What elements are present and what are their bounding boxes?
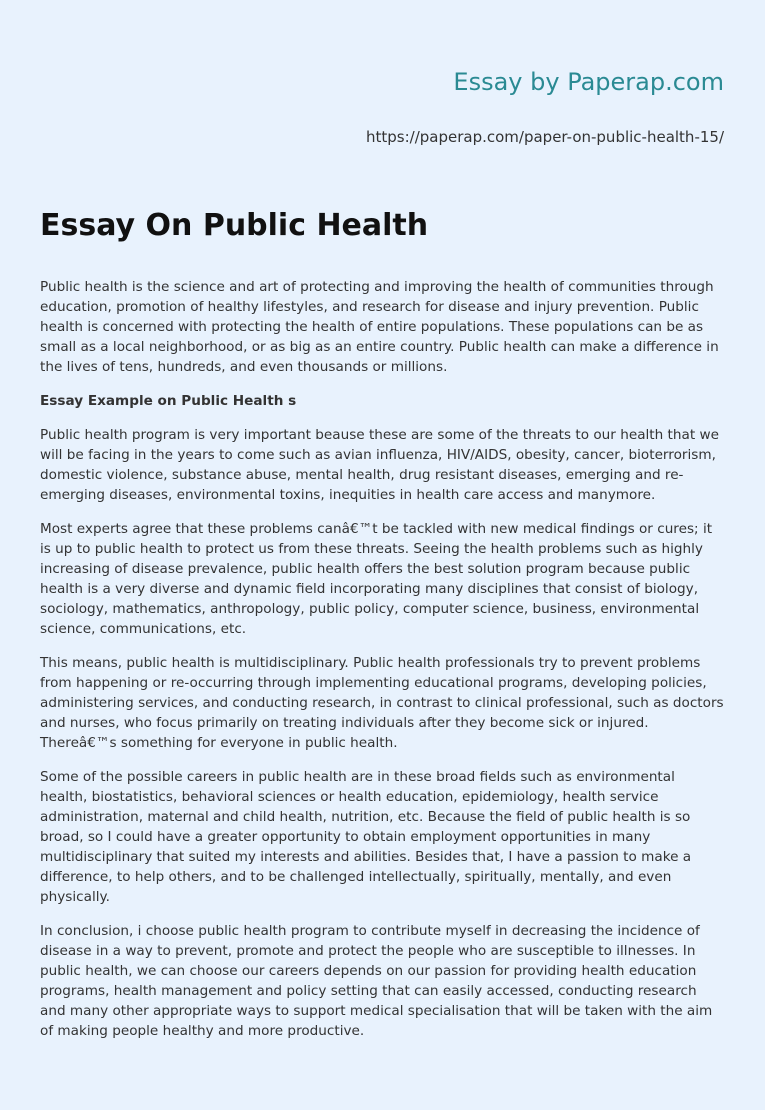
source-url[interactable]: https://paperap.com/paper-on-public-health-15/ [365,128,724,146]
paragraph-careers: Some of the possible careers in public health are in these broad fields such as environmental health, biostatistics, behavioral sciences or health education, epidemiology, health service administration, maternal and child health, nutrition, etc. Because the field of public health is so broad, so I could have a greater opportunity to obtain employment opportunities in many multidisciplinary that suited my interests and abilities. Besides that, I have a passion to make a difference, to help others, and to be challenged intellectually, spiritually, mentally, and even physically. [40,769,692,905]
paragraph-threats: Public health program is very important beause these are some of the threats to our health that we will be facing in the years to come such as avian influenza, HIV/AIDS, obesity, cancer, bioterrorism, domestic violence, substance abuse, mental health, drug resistant diseases, emerging and re-emerging diseases, environmental toxins, inequities in health care access and manymore. [40,427,719,503]
paragraph-intro: Public health is the science and art of protecting and improving the health of communities through education, promotion of healthy lifestyles, and research for disease and injury prevention. Public health is concerned with protecting the health of entire populations. These populations can be as small as a local neighborhood, or as big as an entire country. Public health can make a difference in the lives of tens, hundreds, and even thousands or millions. [40,279,719,375]
site-brand[interactable]: Essay by Paperap.com [453,68,724,96]
paragraph-conclusion: In conclusion, i choose public health program to contribute myself in decreasing the incidence of disease in a way to prevent, promote and protect the people who are susceptible to illnesses. In public health, we can choose our careers depends on our passion for providing health education programs, health management and policy setting that can easily accessed, conducting research and many other appropriate ways to support medical specialisation that will be taken with the aim of making people healthy and more productive. [40,923,713,1039]
page-title: Essay On Public Health [40,208,429,243]
section-subheading: Essay Example on Public Health s [40,393,297,409]
essay-body [40,277,726,1055]
paragraph-multidisciplinary: This means, public health is multidisciplinary. Public health professionals try to prevent problems from happening or re-occurring through implementing educational programs, developing policies, administering services, and conducting research, in contrast to clinical professional, such as doctors and nurses, who focus primarily on treating individuals after they become sick or injured. Thereâ€™s something for everyone in public health. [40,655,724,751]
paragraph-experts: Most experts agree that these problems canâ€™t be tackled with new medical findings or cures; it is up to public health to protect us from these threats. Seeing the health problems such as highly increasing of disease prevalence, public health offers the best solution program because public health is a very diverse and dynamic field incorporating many disciplines that consist of biology, sociology, mathematics, anthropology, public policy, computer science, business, environmental science, communications, etc. [40,521,713,637]
